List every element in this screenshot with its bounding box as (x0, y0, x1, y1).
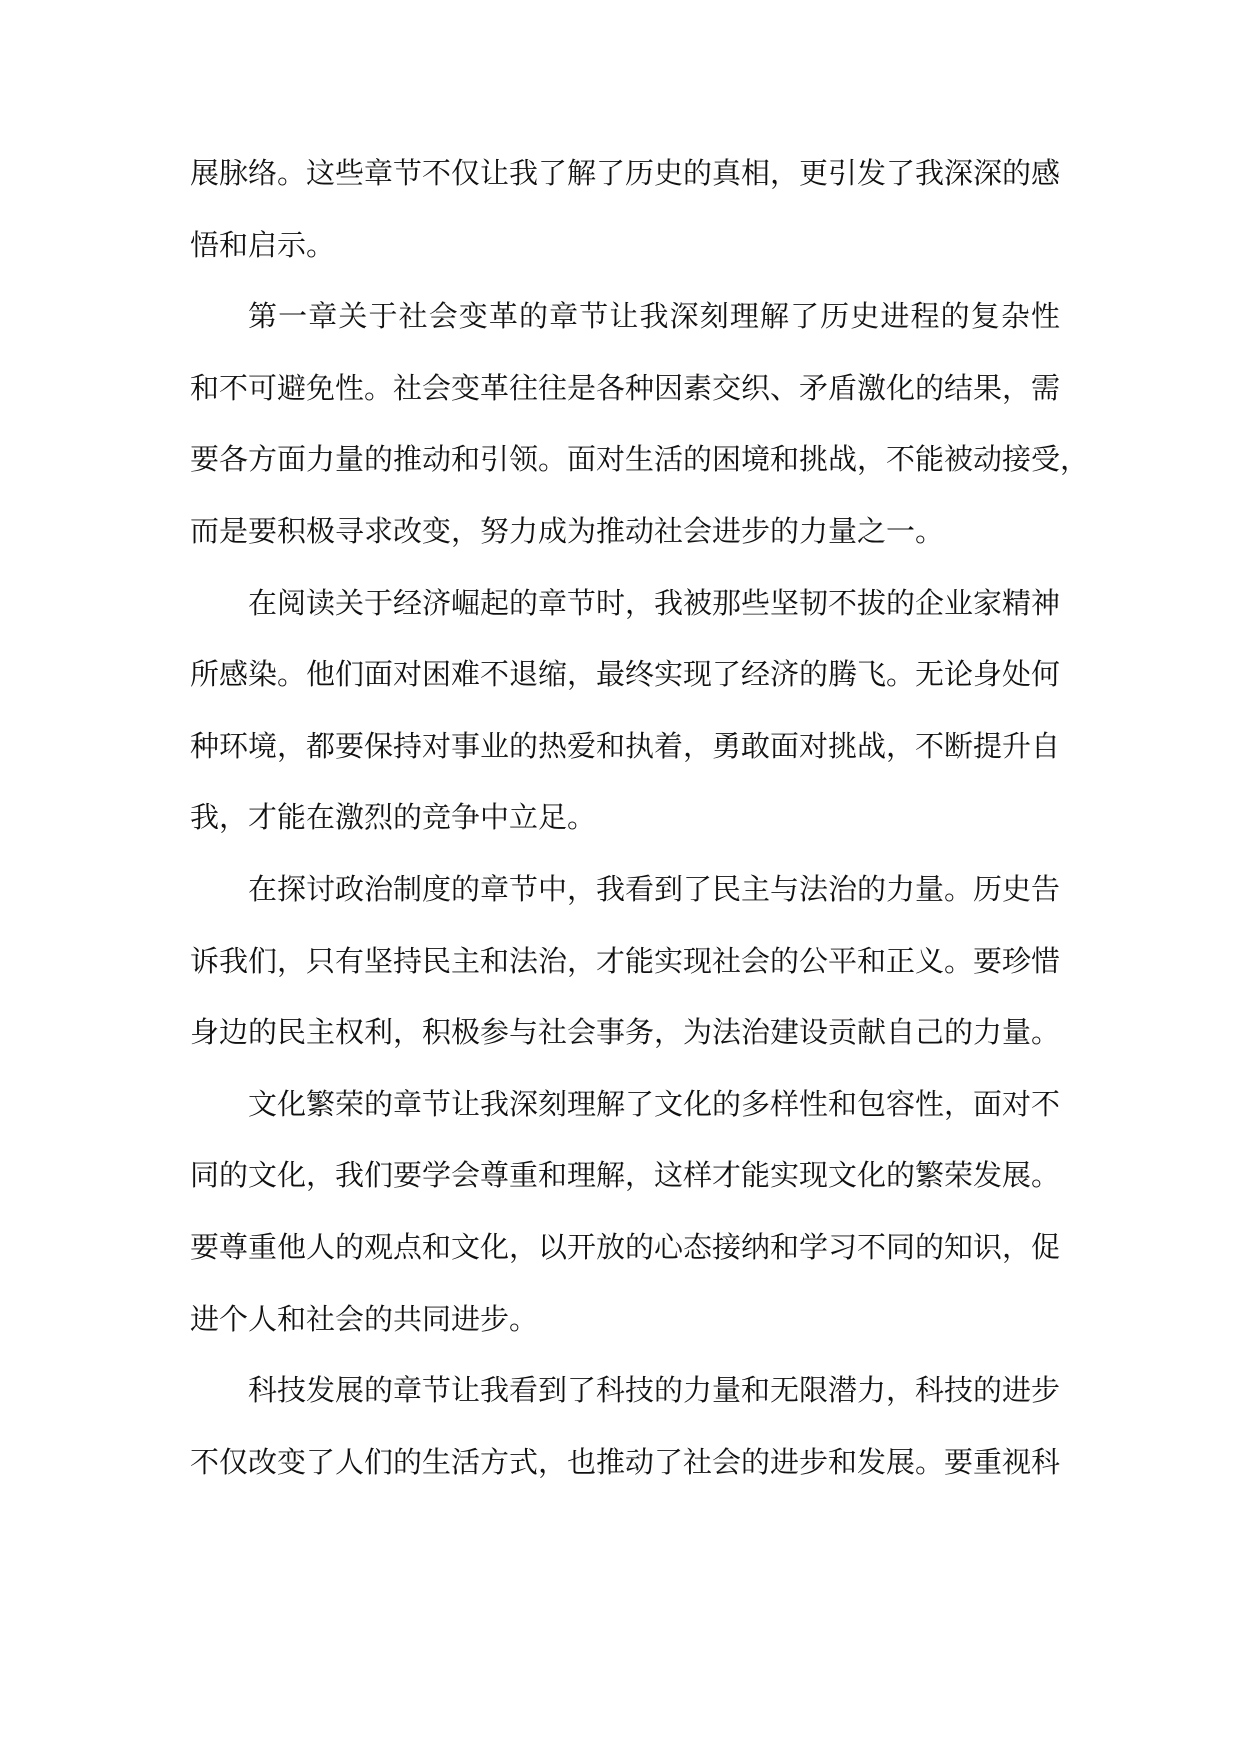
text-line: 身边的民主权利，积极参与社会事务，为法治建设贡献自己的力量。 (190, 1015, 1061, 1050)
text-line: 我，才能在激烈的竞争中立足。 (190, 800, 597, 835)
text-line: 科技发展的章节让我看到了科技的力量和无限潜力，科技的进步 (248, 1373, 1061, 1408)
text-line: 悟和启示。 (190, 227, 336, 262)
text-line: 种环境，都要保持对事业的热爱和执着，勇敢面对挑战，不断提升自 (190, 728, 1061, 763)
text-line: 同的文化，我们要学会尊重和理解，这样才能实现文化的繁荣发展。 (190, 1158, 1061, 1193)
text-line: 在探讨政治制度的章节中，我看到了民主与法治的力量。历史告 (248, 871, 1061, 906)
text-line: 进个人和社会的共同进步。 (190, 1301, 539, 1336)
text-line: 第一章关于社会变革的章节让我深刻理解了历史进程的复杂性 (248, 299, 1060, 334)
text-line: 要尊重他人的观点和文化，以开放的心态接纳和学习不同的知识，促 (190, 1229, 1061, 1264)
text-line: 不仅改变了人们的生活方式，也推动了社会的进步和发展。要重视科 (190, 1444, 1061, 1479)
text-line: 而是要积极寻求改变，努力成为推动社会进步的力量之一。 (190, 513, 945, 548)
text-line: 展脉络。这些章节不仅让我了解了历史的真相，更引发了我深深的感 (190, 156, 1061, 190)
text-line: 在阅读关于经济崛起的章节时，我被那些坚韧不拔的企业家精神 (248, 585, 1061, 620)
text-line: 要各方面力量的推动和引领。面对生活的困境和挑战，不能被动接受， (190, 442, 1090, 477)
text-line: 所感染。他们面对困难不退缩，最终实现了经济的腾飞。无论身处何 (190, 657, 1061, 692)
text-line: 和不可避免性。社会变革往往是各种因素交织、矛盾激化的结果，需 (190, 370, 1061, 405)
text-line: 诉我们，只有坚持民主和法治，才能实现社会的公平和正义。要珍惜 (190, 943, 1061, 978)
document-body (190, 138, 1090, 1498)
text-line: 文化繁荣的章节让我深刻理解了文化的多样性和包容性，面对不 (248, 1086, 1061, 1121)
